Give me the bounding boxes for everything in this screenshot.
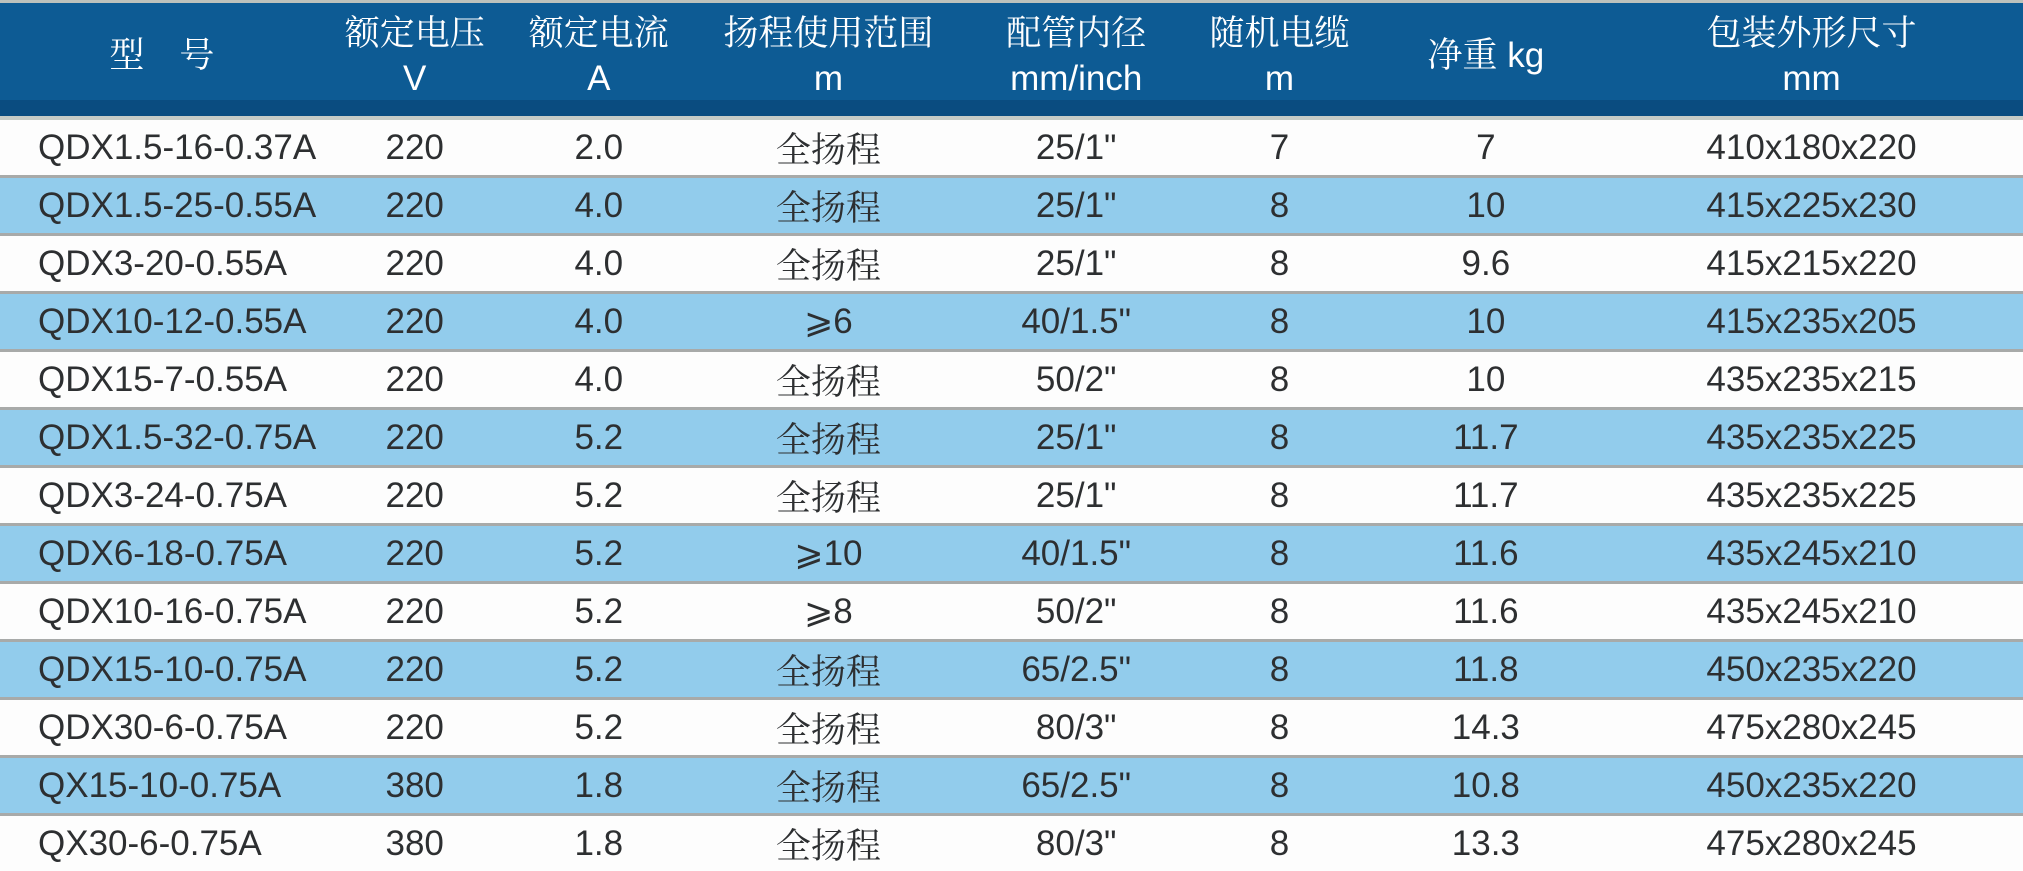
table-row (0, 697, 2023, 755)
table-row (0, 175, 2023, 233)
rated-voltage-cell: 220 (385, 649, 444, 689)
cable-length-cell: 8 (1269, 359, 1290, 399)
package-size-cell: 435x245x210 (1706, 591, 1917, 631)
rated-voltage-cell: 220 (385, 243, 444, 283)
table-row (0, 233, 2023, 291)
package-size-cell: 450x235x220 (1706, 765, 1917, 805)
table-row (0, 755, 2023, 813)
rated-voltage-cell: 220 (385, 533, 444, 573)
model-cell: QDX1.5-25-0.55A (38, 185, 317, 225)
package-size-cell: 475x280x245 (1706, 823, 1917, 863)
rated-current-cell: 4.0 (574, 243, 624, 283)
package-size-cell: 450x235x220 (1706, 649, 1917, 689)
model-cell: QDX3-20-0.55A (38, 243, 288, 283)
package-size-cell: 435x235x215 (1706, 359, 1917, 399)
table-row (0, 639, 2023, 697)
cable-length-cell: 8 (1269, 823, 1290, 863)
table-row (0, 407, 2023, 465)
head-range-cell: 全扬程 (775, 130, 881, 170)
column-header-unit: A (587, 58, 611, 98)
cable-length-cell: 8 (1269, 765, 1290, 805)
rated-current-cell: 4.0 (574, 301, 624, 341)
rated-current-cell: 5.2 (574, 649, 624, 689)
net-weight-cell: 10.8 (1451, 765, 1520, 805)
model-cell: QDX15-10-0.75A (38, 649, 307, 689)
rated-current-cell: 5.2 (574, 475, 624, 515)
model-cell: QX15-10-0.75A (38, 765, 282, 805)
rated-voltage-cell: 220 (385, 359, 444, 399)
column-header-unit: V (403, 58, 427, 98)
table-row (0, 523, 2023, 581)
net-weight-cell: 10 (1466, 185, 1506, 225)
head-range-cell: 全扬程 (775, 652, 881, 692)
column-header-head-range (692, 3, 965, 116)
column-header-rated-current (506, 3, 692, 116)
column-header-label: 净重 kg (1427, 36, 1545, 75)
pipe-diameter-cell: 50/2" (1035, 359, 1117, 399)
package-size-cell: 415x235x205 (1706, 301, 1917, 341)
rated-current-cell: 4.0 (574, 359, 624, 399)
model-cell: QDX10-16-0.75A (38, 591, 307, 631)
pipe-diameter-cell: 25/1" (1035, 127, 1117, 167)
column-header-pipe-diameter (965, 3, 1188, 116)
net-weight-cell: 10 (1466, 301, 1506, 341)
cable-length-cell: 8 (1269, 475, 1290, 515)
column-header-cable-length (1187, 3, 1371, 116)
table-body (0, 120, 2023, 871)
head-range-cell: 全扬程 (775, 478, 881, 518)
table-row (0, 581, 2023, 639)
rated-voltage-cell: 220 (385, 127, 444, 167)
column-header-label: 配管内径 (1006, 13, 1147, 53)
pipe-diameter-cell: 25/1" (1035, 417, 1117, 457)
model-cell: QDX10-12-0.55A (38, 301, 307, 341)
pipe-diameter-cell: 25/1" (1035, 243, 1117, 283)
net-weight-cell: 11.6 (1453, 533, 1519, 573)
column-header-rated-voltage (324, 3, 506, 116)
head-range-cell: 全扬程 (775, 826, 881, 866)
rated-current-cell: 1.8 (574, 823, 624, 863)
package-size-cell: 435x235x225 (1706, 475, 1917, 515)
rated-current-cell: 5.2 (574, 707, 624, 747)
column-header-label: 扬程使用范围 (723, 13, 934, 53)
head-range-cell: 全扬程 (775, 362, 881, 402)
cable-length-cell: 8 (1269, 417, 1290, 457)
net-weight-cell: 11.6 (1453, 591, 1519, 631)
cable-length-cell: 8 (1269, 533, 1290, 573)
net-weight-cell: 9.6 (1461, 243, 1511, 283)
net-weight-cell: 11.8 (1453, 649, 1519, 689)
model-cell: QDX30-6-0.75A (38, 707, 288, 747)
model-cell: QDX6-18-0.75A (38, 533, 288, 573)
column-header-package-size (1600, 3, 2023, 116)
rated-voltage-cell: 220 (385, 301, 444, 341)
package-size-cell: 435x235x225 (1706, 417, 1917, 457)
table-row (0, 120, 2023, 175)
package-size-cell: 435x245x210 (1706, 533, 1917, 573)
package-size-cell: 410x180x220 (1706, 127, 1917, 167)
model-cell: QX30-6-0.75A (38, 823, 262, 863)
net-weight-cell: 13.3 (1451, 823, 1520, 863)
table-row (0, 465, 2023, 523)
column-header-label: 包装外形尺寸 (1706, 13, 1917, 53)
net-weight-cell: 11.7 (1453, 417, 1519, 457)
net-weight-cell: 7 (1476, 127, 1496, 167)
cable-length-cell: 8 (1269, 707, 1290, 747)
rated-current-cell: 4.0 (574, 185, 624, 225)
column-header-unit: mm (1782, 58, 1841, 98)
column-header-label: 额定电压 (344, 13, 485, 53)
column-header-unit: m (813, 58, 843, 98)
column-header-label: 额定电流 (528, 13, 669, 53)
column-header-label: 型 号 (109, 36, 215, 75)
net-weight-cell: 14.3 (1451, 707, 1520, 747)
pipe-diameter-cell: 25/1" (1035, 185, 1117, 225)
rated-voltage-cell: 380 (385, 765, 444, 805)
rated-voltage-cell: 220 (385, 591, 444, 631)
pipe-diameter-cell: 40/1.5" (1021, 301, 1132, 341)
pipe-diameter-cell: 65/2.5" (1021, 765, 1132, 805)
head-range-cell: 全扬程 (775, 188, 881, 228)
model-cell: QDX1.5-32-0.75A (38, 417, 317, 457)
pipe-diameter-cell: 40/1.5" (1021, 533, 1132, 573)
head-range-cell: 全扬程 (775, 420, 881, 460)
rated-current-cell: 1.8 (574, 765, 624, 805)
column-header-unit: mm/inch (1010, 58, 1143, 98)
model-cell: QDX3-24-0.75A (38, 475, 288, 515)
table-row (0, 291, 2023, 349)
cable-length-cell: 8 (1269, 243, 1290, 283)
column-header-model (0, 3, 324, 116)
rated-current-cell: 5.2 (574, 533, 624, 573)
model-cell: QDX1.5-16-0.37A (38, 127, 317, 167)
cable-length-cell: 7 (1269, 127, 1290, 167)
table-row (0, 349, 2023, 407)
package-size-cell: 415x215x220 (1706, 243, 1917, 283)
head-range-cell: ⩾8 (803, 591, 853, 631)
package-size-cell: 415x225x230 (1706, 185, 1917, 225)
net-weight-cell: 10 (1466, 359, 1506, 399)
column-header-net-weight (1372, 3, 1601, 116)
pipe-diameter-cell: 80/3" (1035, 707, 1117, 747)
rated-voltage-cell: 220 (385, 417, 444, 457)
head-range-cell: 全扬程 (775, 246, 881, 286)
rated-current-cell: 2.0 (574, 127, 624, 167)
rated-current-cell: 5.2 (574, 591, 624, 631)
pipe-diameter-cell: 50/2" (1035, 591, 1117, 631)
cable-length-cell: 8 (1269, 185, 1290, 225)
rated-current-cell: 5.2 (574, 417, 624, 457)
rated-voltage-cell: 380 (385, 823, 444, 863)
cable-length-cell: 8 (1269, 649, 1290, 689)
pipe-diameter-cell: 80/3" (1035, 823, 1117, 863)
cable-length-cell: 8 (1269, 591, 1290, 631)
rated-voltage-cell: 220 (385, 475, 444, 515)
pipe-diameter-cell: 65/2.5" (1021, 649, 1132, 689)
package-size-cell: 475x280x245 (1706, 707, 1917, 747)
rated-voltage-cell: 220 (385, 707, 444, 747)
column-header-label: 随机电缆 (1209, 13, 1350, 53)
head-range-cell: ⩾10 (794, 533, 863, 573)
table-header-row (0, 0, 2023, 120)
cable-length-cell: 8 (1269, 301, 1290, 341)
model-cell: QDX15-7-0.55A (38, 359, 288, 399)
head-range-cell: 全扬程 (775, 710, 881, 750)
table-row (0, 813, 2023, 871)
column-header-unit: m (1264, 58, 1295, 98)
pipe-diameter-cell: 25/1" (1035, 475, 1117, 515)
rated-voltage-cell: 220 (385, 185, 444, 225)
head-range-cell: ⩾6 (803, 301, 853, 341)
head-range-cell: 全扬程 (775, 768, 881, 808)
net-weight-cell: 11.7 (1453, 475, 1519, 515)
